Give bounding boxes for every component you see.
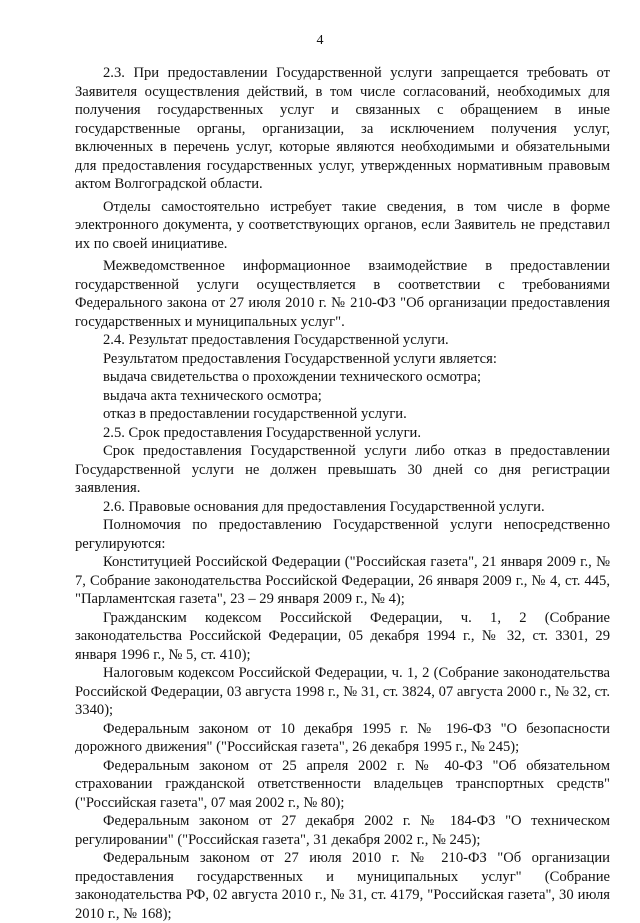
paragraph: 2.3. При предоставлении Государственной услуги запрещается требовать от Заявителя осуществления действий, в том числе согласований, необходимых для получения государственных услуг и связанных с обращением в иные государственные органы, организации, за исключением получения услуг, включенных в перечень услуг, которые являются необходимыми и обязательными для предоставления государственных услуг, утвержденных нормативным правовым актом Волгоградской области. (75, 65, 610, 192)
document-body (75, 64, 610, 923)
paragraph: Федеральным законом от 25 апреля 2002 г. № 40-ФЗ "Об обязательном страховании гражданской ответственности владельцев транспортных средств" ("Российская газета", 07 мая 2002 г., № 80); (75, 757, 610, 811)
page-number: 4 (316, 33, 324, 48)
paragraph: Отделы самостоятельно истребует такие сведения, в том числе в форме электронного документа, у соответствующих органов, если Заявитель не представил их по своей инициативе. (75, 198, 610, 252)
paragraph: 2.4. Результат предоставления Государственной услуги. (103, 332, 449, 348)
paragraph: Федеральным законом от 27 июля 2010 г. № 210-ФЗ "Об организации предоставления государственных и муниципальных услуг" (Собрание законодательства РФ, 02 августа 2010 г., № 31, ст. 4179, "Российская газета", 30 июля 2010 г., № 168); (75, 850, 610, 922)
paragraph: Федеральным законом от 10 декабря 1995 г. № 196-ФЗ "О безопасности дорожного движения" ("Российская газета", 26 декабря 1995 г., № 245); (75, 720, 610, 755)
paragraph: выдача свидетельства о прохождении технического осмотра; (103, 369, 482, 385)
paragraph: Налоговым кодексом Российской Федерации, ч. 1, 2 (Собрание законодательства Российской Федерации, 03 августа 1998 г., № 31, ст. 3824, 07 августа 2000 г., № 32, ст. 3340); (75, 665, 610, 718)
paragraph: Конституцией Российской Федерации ("Российская газета", 21 января 2009 г., № 7, Собрание законодательства Российской Федерации, 26 января 2009 г., № 4, ст. 445, "Парламентская газета", 23 – 29 января 2009 г., № 4); (75, 554, 610, 607)
paragraph: Гражданским кодексом Российской Федерации, ч. 1, 2 (Собрание законодательства Российской Федерации, 05 декабря 1994 г., № 32, ст. 3301, 29 января 1996 г., № 5, ст. 410); (75, 609, 610, 663)
paragraph: выдача акта технического осмотра; (103, 387, 322, 404)
paragraph: Полномочия по предоставлению Государственной услуги непосредственно регулируются: (75, 517, 610, 552)
paragraph: Федеральным законом от 27 декабря 2002 г. № 184-ФЗ "О техническом регулировании" ("Российская газета", 31 декабря 2002 г., № 245); (75, 813, 610, 848)
paragraph: 2.5. Срок предоставления Государственной услуги. (103, 424, 422, 441)
paragraph: Результатом предоставления Государственной услуги является: (103, 350, 497, 367)
paragraph: 2.6. Правовые основания для предоставления Государственной услуги. (103, 498, 545, 515)
paragraph: Срок предоставления Государственной услуги либо отказ в предоставлении Государственной услуги не должен превышать 30 дней со дня регистрации заявления. (75, 443, 610, 496)
paragraph: отказ в предоставлении государственной услуги. (103, 406, 407, 422)
paragraph: Межведомственное информационное взаимодействие в предоставлении государственной услуги осуществляется в соответствии с требованиями Федерального закона от 27 июля 2010 г. № 210-ФЗ "Об организации предоставления государственных и муниципальных услуг". (75, 258, 610, 330)
